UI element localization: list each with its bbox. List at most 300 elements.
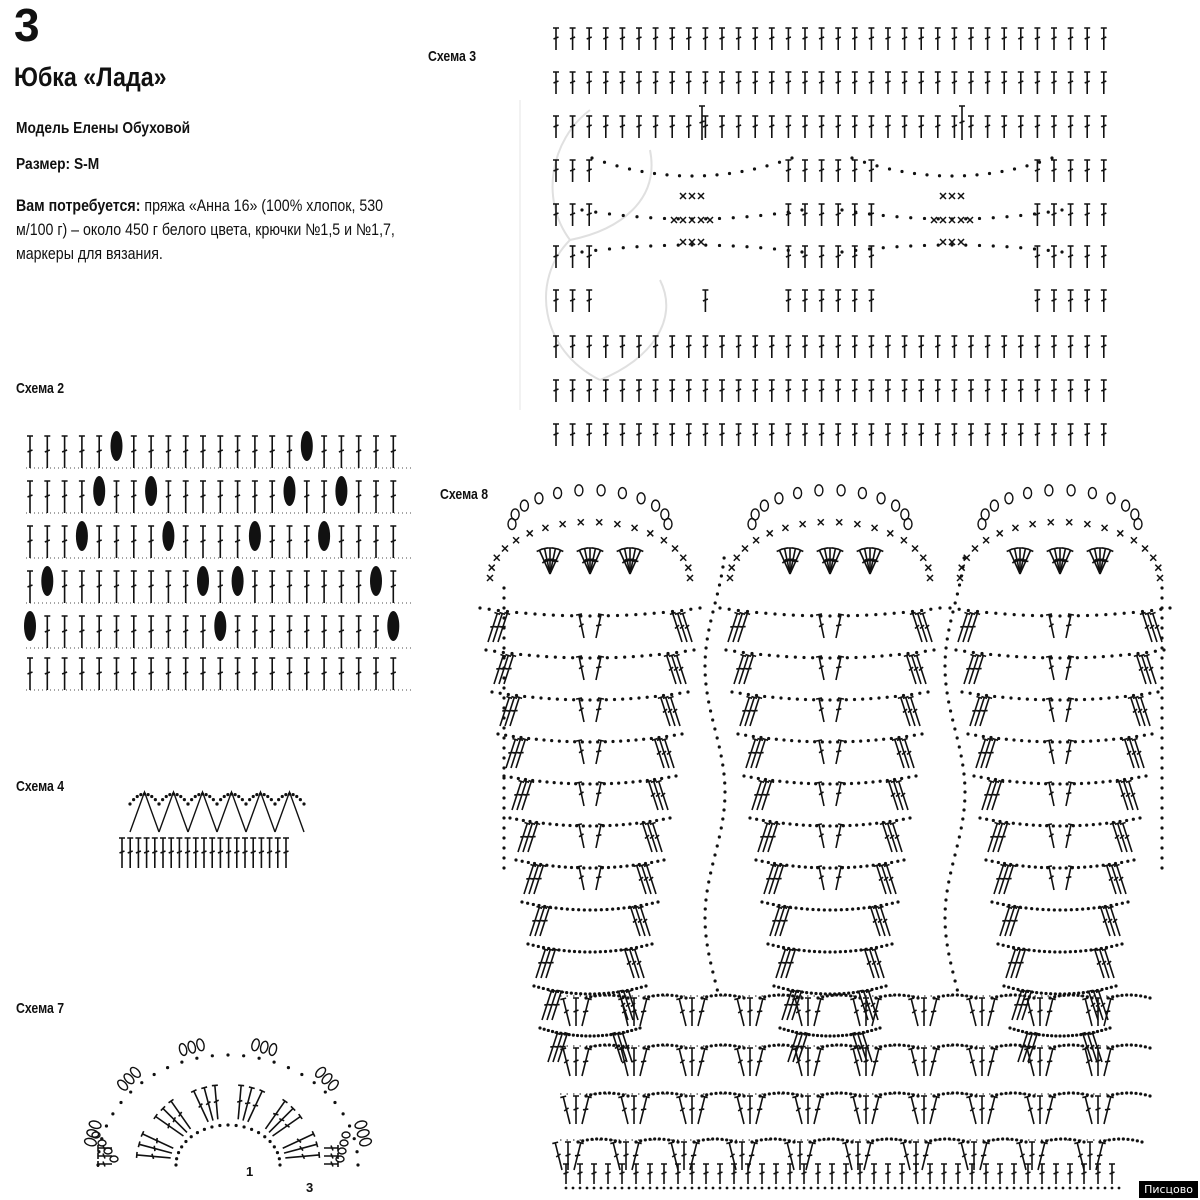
double-crochet-symbol bbox=[1101, 116, 1107, 138]
chain-symbol bbox=[663, 1187, 666, 1190]
chain-symbol bbox=[859, 1187, 862, 1190]
arch-stem bbox=[130, 792, 159, 832]
chain-symbol bbox=[724, 1091, 727, 1094]
chain-symbol bbox=[847, 992, 850, 995]
chain-symbol bbox=[1040, 1140, 1043, 1143]
chain-symbol bbox=[1023, 1044, 1026, 1047]
chain-symbol bbox=[626, 1046, 629, 1049]
picot-symbol bbox=[320, 1072, 333, 1085]
chain-symbol bbox=[1160, 766, 1163, 769]
chain-symbol bbox=[798, 865, 801, 868]
chain-symbol bbox=[502, 726, 505, 729]
double-crochet-symbol bbox=[983, 1164, 989, 1184]
double-crochet-symbol bbox=[356, 526, 362, 558]
chain-symbol bbox=[895, 819, 898, 822]
chain-symbol bbox=[773, 212, 776, 215]
double-crochet-symbol bbox=[835, 246, 841, 268]
chain-symbol bbox=[1090, 1187, 1093, 1190]
chain-symbol bbox=[704, 907, 707, 910]
double-crochet-symbol bbox=[373, 616, 379, 648]
chain-symbol bbox=[295, 795, 298, 798]
chain-symbol bbox=[1032, 1046, 1035, 1049]
double-crochet-symbol bbox=[816, 698, 827, 723]
chain-symbol bbox=[1007, 945, 1010, 948]
picot-symbol bbox=[1045, 485, 1053, 496]
chain-symbol bbox=[502, 706, 505, 709]
double-crochet-symbol bbox=[868, 28, 874, 50]
picot-symbol bbox=[637, 493, 645, 504]
chain-symbol bbox=[835, 824, 838, 827]
chain-symbol bbox=[791, 864, 794, 867]
double-crochet-symbol bbox=[703, 1164, 709, 1184]
chain-symbol bbox=[576, 1034, 579, 1037]
chain-symbol bbox=[1110, 945, 1113, 948]
chain-symbol bbox=[1089, 865, 1092, 868]
double-crochet-symbol bbox=[1101, 204, 1107, 226]
double-crochet-symbol bbox=[586, 72, 592, 94]
double-crochet-symbol bbox=[1053, 1164, 1059, 1184]
chain-symbol bbox=[893, 612, 896, 615]
chain-symbol bbox=[588, 698, 591, 701]
single-crochet-symbol bbox=[1155, 565, 1161, 571]
single-crochet-symbol bbox=[1131, 537, 1137, 543]
double-crochet-symbol bbox=[802, 424, 808, 446]
double-crochet-symbol bbox=[918, 28, 924, 50]
chain-symbol bbox=[619, 865, 622, 868]
chain-symbol bbox=[580, 250, 583, 253]
chain-symbol bbox=[1125, 1043, 1128, 1046]
double-crochet-symbol bbox=[769, 380, 775, 402]
chain-symbol bbox=[292, 793, 295, 796]
chain-symbol bbox=[885, 944, 888, 947]
chain-symbol bbox=[615, 824, 618, 827]
single-crochet-symbol bbox=[698, 193, 704, 199]
chain-symbol bbox=[810, 614, 813, 617]
double-crochet-symbol bbox=[131, 436, 137, 468]
double-crochet-symbol bbox=[1051, 336, 1057, 358]
double-crochet-symbol bbox=[1095, 1048, 1101, 1076]
chain-symbol bbox=[709, 961, 712, 964]
double-crochet-symbol bbox=[304, 481, 310, 513]
picot-symbol bbox=[110, 1156, 118, 1162]
double-crochet-symbol bbox=[1095, 1096, 1101, 1124]
chain-symbol bbox=[266, 795, 269, 798]
double-crochet-symbol bbox=[653, 424, 659, 446]
chain-symbol bbox=[623, 656, 626, 659]
picot-symbol bbox=[84, 1137, 97, 1147]
chain-symbol bbox=[603, 161, 606, 164]
chain-symbol bbox=[1050, 1138, 1053, 1141]
chain-symbol bbox=[565, 991, 568, 994]
single-crochet-symbol bbox=[513, 537, 519, 543]
chain-symbol bbox=[835, 993, 838, 996]
chain-symbol bbox=[963, 174, 966, 177]
double-crochet-symbol bbox=[815, 1164, 821, 1184]
chain-symbol bbox=[846, 656, 849, 659]
chain-symbol bbox=[875, 164, 878, 167]
double-crochet-symbol bbox=[114, 526, 120, 558]
double-crochet-symbol bbox=[324, 1145, 338, 1151]
chain-symbol bbox=[605, 908, 608, 911]
double-crochet-symbol bbox=[191, 1090, 211, 1123]
chain-symbol bbox=[1160, 866, 1163, 869]
double-crochet-symbol bbox=[1101, 424, 1107, 446]
chain-symbol bbox=[165, 795, 168, 798]
chain-symbol bbox=[515, 611, 518, 614]
double-crochet-symbol bbox=[287, 571, 293, 603]
chain-symbol bbox=[725, 1138, 728, 1141]
chain-symbol bbox=[1081, 1044, 1084, 1047]
chain-symbol bbox=[582, 824, 585, 827]
chain-symbol bbox=[998, 654, 1001, 657]
double-crochet-symbol bbox=[235, 658, 241, 690]
chain-symbol bbox=[951, 610, 954, 613]
chain-symbol bbox=[791, 1092, 794, 1095]
chain-symbol bbox=[1075, 698, 1078, 701]
double-crochet-symbol bbox=[985, 1096, 998, 1125]
double-crochet-symbol bbox=[593, 614, 604, 639]
double-crochet-symbol bbox=[338, 616, 344, 648]
double-crochet-symbol bbox=[899, 1164, 905, 1184]
chain-symbol bbox=[1030, 907, 1033, 910]
double-crochet-symbol bbox=[1046, 740, 1057, 765]
chain-symbol bbox=[617, 907, 620, 910]
chain-symbol bbox=[174, 1163, 177, 1166]
chain-symbol bbox=[857, 907, 860, 910]
chain-symbol bbox=[1110, 986, 1113, 989]
chain-symbol bbox=[1113, 612, 1116, 615]
chain-symbol bbox=[1048, 1094, 1051, 1097]
chain-symbol bbox=[640, 170, 643, 173]
chain-symbol bbox=[628, 167, 631, 170]
chain-symbol bbox=[792, 1140, 795, 1143]
chain-symbol bbox=[1018, 1092, 1021, 1095]
chain-symbol bbox=[1034, 866, 1037, 869]
chain-symbol bbox=[722, 556, 725, 559]
double-crochet-symbol bbox=[242, 838, 248, 868]
scheme-4-label: Схема 4 bbox=[16, 778, 65, 795]
chain-symbol bbox=[1018, 822, 1021, 825]
chain-symbol bbox=[1132, 858, 1135, 861]
chain-symbol bbox=[502, 856, 505, 859]
picot-symbol bbox=[98, 1140, 106, 1146]
chain-symbol bbox=[840, 208, 843, 211]
double-crochet-symbol bbox=[603, 336, 609, 358]
double-crochet-symbol bbox=[1001, 116, 1007, 138]
chain-symbol bbox=[724, 648, 727, 651]
chain-symbol bbox=[1130, 993, 1133, 996]
chain-symbol bbox=[816, 996, 819, 999]
double-crochet-symbol bbox=[868, 336, 874, 358]
chain-symbol bbox=[896, 860, 899, 863]
chain-symbol bbox=[660, 777, 663, 780]
double-crochet-symbol bbox=[283, 838, 289, 868]
double-crochet-symbol bbox=[324, 1161, 338, 1167]
double-crochet-symbol bbox=[62, 571, 68, 603]
picot-symbol bbox=[815, 485, 823, 496]
chain-symbol bbox=[656, 900, 659, 903]
chain-symbol bbox=[759, 653, 762, 656]
picot-symbol bbox=[338, 1148, 346, 1154]
double-crochet-symbol bbox=[979, 1048, 985, 1076]
single-crochet-symbol bbox=[958, 193, 964, 199]
double-crochet-symbol bbox=[618, 998, 631, 1027]
picot-symbol bbox=[877, 493, 885, 504]
chain-symbol bbox=[985, 611, 988, 614]
chain-symbol bbox=[932, 648, 935, 651]
double-crochet-symbol bbox=[576, 740, 587, 765]
double-crochet-symbol bbox=[752, 72, 758, 94]
chain-symbol bbox=[1108, 1138, 1111, 1141]
double-crochet-symbol bbox=[908, 1096, 921, 1125]
chain-symbol bbox=[584, 1094, 587, 1097]
chain-symbol bbox=[545, 780, 548, 783]
chain-symbol bbox=[1007, 986, 1010, 989]
double-crochet-symbol bbox=[918, 116, 924, 138]
double-crochet-symbol bbox=[1018, 336, 1024, 358]
chain-symbol bbox=[1102, 655, 1105, 658]
double-crochet-symbol bbox=[885, 1164, 891, 1184]
chain-symbol bbox=[882, 246, 885, 249]
double-crochet-symbol bbox=[885, 424, 891, 446]
double-crochet-symbol bbox=[304, 526, 310, 558]
chain-symbol bbox=[744, 734, 747, 737]
chain-symbol bbox=[962, 772, 965, 775]
chain-symbol bbox=[876, 1138, 879, 1141]
chain-symbol bbox=[573, 950, 576, 953]
chain-symbol bbox=[527, 861, 530, 864]
double-crochet-symbol bbox=[769, 72, 775, 94]
double-crochet-symbol bbox=[1063, 782, 1074, 807]
double-crochet-symbol bbox=[852, 116, 858, 138]
double-crochet-symbol bbox=[579, 998, 592, 1027]
chain-symbol bbox=[854, 249, 857, 252]
chain-symbol bbox=[502, 766, 505, 769]
chain-symbol bbox=[787, 249, 790, 252]
chain-symbol bbox=[589, 1045, 592, 1048]
picot-symbol bbox=[129, 1066, 142, 1079]
chain-symbol bbox=[1160, 666, 1163, 669]
chain-symbol bbox=[594, 249, 597, 252]
chain-symbol bbox=[1081, 740, 1084, 743]
double-crochet-symbol bbox=[959, 106, 965, 140]
picot-symbol bbox=[357, 1128, 370, 1138]
picot-symbol bbox=[858, 488, 866, 499]
chain-symbol bbox=[1125, 819, 1128, 822]
chain-symbol bbox=[635, 987, 638, 990]
chain-symbol bbox=[821, 1045, 824, 1048]
picot-symbol bbox=[904, 519, 912, 530]
chain-symbol bbox=[932, 1094, 935, 1097]
chain-symbol bbox=[750, 1140, 753, 1143]
double-crochet-symbol bbox=[79, 571, 85, 603]
chain-symbol bbox=[512, 735, 515, 738]
single-crochet-symbol bbox=[983, 537, 989, 543]
picot-symbol bbox=[775, 493, 783, 504]
double-crochet-symbol bbox=[183, 658, 189, 690]
chain-symbol bbox=[604, 740, 607, 743]
single-crochet-symbol bbox=[698, 239, 704, 245]
chain-symbol bbox=[572, 698, 575, 701]
chain-symbol bbox=[991, 860, 994, 863]
picot-symbol bbox=[892, 500, 900, 511]
single-crochet-symbol bbox=[972, 546, 978, 552]
chain-symbol bbox=[793, 781, 796, 784]
chain-symbol bbox=[157, 802, 160, 805]
chain-symbol bbox=[593, 1187, 596, 1190]
chain-symbol bbox=[1104, 738, 1107, 741]
chain-symbol bbox=[678, 174, 681, 177]
chain-symbol bbox=[490, 690, 493, 693]
chain-symbol bbox=[244, 802, 247, 805]
chain-symbol bbox=[1071, 1034, 1074, 1037]
chain-symbol bbox=[1145, 651, 1148, 654]
chain-symbol bbox=[978, 816, 981, 819]
chain-symbol bbox=[773, 612, 776, 615]
chain-symbol bbox=[502, 696, 505, 699]
chain-symbol bbox=[742, 996, 745, 999]
chain-symbol bbox=[663, 244, 666, 247]
chain-symbol bbox=[817, 908, 820, 911]
double-crochet-symbol bbox=[902, 72, 908, 94]
chain-symbol bbox=[1077, 866, 1080, 869]
single-crochet-symbol bbox=[958, 217, 964, 223]
double-crochet-symbol bbox=[852, 380, 858, 402]
double-crochet-symbol bbox=[935, 336, 941, 358]
chain-symbol bbox=[704, 244, 707, 247]
chain-symbol bbox=[642, 1094, 645, 1097]
chain-symbol bbox=[588, 656, 591, 659]
chain-symbol bbox=[742, 1094, 745, 1097]
double-crochet-symbol bbox=[619, 336, 625, 358]
picot-symbol bbox=[1067, 485, 1075, 496]
chain-symbol bbox=[1111, 1187, 1114, 1190]
chain-symbol bbox=[1120, 861, 1123, 864]
chain-symbol bbox=[571, 908, 574, 911]
double-crochet-symbol bbox=[833, 824, 844, 849]
chain-symbol bbox=[161, 798, 164, 801]
double-crochet-symbol bbox=[1084, 380, 1090, 402]
picot-symbol bbox=[178, 1043, 188, 1056]
chain-symbol bbox=[902, 611, 905, 614]
chain-symbol bbox=[874, 1028, 877, 1031]
chain-symbol bbox=[139, 793, 142, 796]
chain-symbol bbox=[716, 736, 719, 739]
chain-symbol bbox=[720, 826, 723, 829]
chain-symbol bbox=[1023, 994, 1026, 997]
chain-symbol bbox=[902, 858, 905, 861]
chain-symbol bbox=[754, 858, 757, 861]
double-crochet-symbol bbox=[553, 28, 559, 50]
chain-symbol bbox=[974, 1046, 977, 1049]
chain-symbol bbox=[638, 1026, 641, 1029]
chain-symbol bbox=[1115, 944, 1118, 947]
double-crochet-symbol bbox=[1043, 998, 1056, 1027]
chain-symbol bbox=[800, 1094, 803, 1097]
double-crochet-symbol bbox=[719, 116, 725, 138]
chain-symbol bbox=[628, 1187, 631, 1190]
chain-symbol bbox=[992, 1138, 995, 1141]
chain-symbol bbox=[792, 614, 795, 617]
chain-symbol bbox=[779, 696, 782, 699]
double-crochet-symbol bbox=[1068, 290, 1074, 312]
chain-symbol bbox=[782, 822, 785, 825]
chain-symbol bbox=[868, 212, 871, 215]
single-crochet-symbol bbox=[925, 565, 931, 571]
chain-symbol bbox=[1054, 1034, 1057, 1037]
double-crochet-symbol bbox=[1037, 1096, 1043, 1124]
chain-symbol bbox=[859, 740, 862, 743]
chain-symbol bbox=[578, 950, 581, 953]
chain-symbol bbox=[794, 906, 797, 909]
chain-symbol bbox=[1032, 824, 1035, 827]
double-crochet-symbol bbox=[1068, 204, 1074, 226]
chain-symbol bbox=[734, 1140, 737, 1143]
chain-symbol bbox=[647, 1045, 650, 1048]
chain-symbol bbox=[582, 866, 585, 869]
chain-symbol bbox=[661, 993, 664, 996]
double-crochet-symbol bbox=[245, 1090, 265, 1123]
chain-symbol bbox=[1100, 1029, 1103, 1032]
scheme-2-diagram bbox=[24, 424, 416, 686]
chain-symbol bbox=[111, 1112, 114, 1115]
double-crochet-symbol bbox=[686, 116, 692, 138]
chain-symbol bbox=[1120, 994, 1123, 997]
double-crochet-symbol bbox=[576, 866, 587, 891]
double-crochet-symbol bbox=[62, 526, 68, 558]
chain-symbol bbox=[300, 1073, 303, 1076]
double-crochet-symbol bbox=[27, 436, 33, 468]
double-crochet-symbol bbox=[753, 998, 766, 1027]
chain-symbol bbox=[484, 648, 487, 651]
double-crochet-symbol bbox=[835, 204, 841, 226]
chain-symbol bbox=[736, 732, 739, 735]
chain-symbol bbox=[119, 1101, 122, 1104]
double-crochet-symbol bbox=[1067, 1164, 1073, 1184]
chain-symbol bbox=[1084, 949, 1087, 952]
page-number: 3 bbox=[14, 0, 40, 51]
double-crochet-symbol bbox=[752, 380, 758, 402]
single-crochet-symbol bbox=[680, 193, 686, 199]
double-crochet-symbol bbox=[753, 1048, 766, 1077]
chain-symbol bbox=[502, 776, 505, 779]
scheme-2-label: Схема 2 bbox=[16, 380, 65, 397]
double-crochet-symbol bbox=[977, 1142, 990, 1171]
single-crochet-symbol bbox=[578, 519, 584, 525]
chain-symbol bbox=[840, 908, 843, 911]
chain-symbol bbox=[963, 650, 966, 653]
chain-symbol bbox=[488, 608, 491, 611]
chain-symbol bbox=[588, 740, 591, 743]
chain-symbol bbox=[831, 1187, 834, 1190]
chain-symbol bbox=[891, 902, 894, 905]
chain-symbol bbox=[348, 1124, 351, 1127]
chain-symbol bbox=[990, 996, 993, 999]
chain-symbol bbox=[1122, 1137, 1125, 1140]
double-crochet-symbol bbox=[1051, 204, 1057, 226]
double-crochet-symbol bbox=[1082, 1096, 1095, 1125]
double-crochet-symbol bbox=[1024, 1096, 1037, 1125]
double-crochet-symbol bbox=[759, 1164, 765, 1184]
chain-symbol bbox=[502, 626, 505, 629]
chain-symbol bbox=[515, 818, 518, 821]
double-crochet-symbol bbox=[935, 116, 941, 138]
double-crochet-symbol bbox=[921, 998, 927, 1026]
chain-symbol bbox=[1032, 1094, 1035, 1097]
chain-symbol bbox=[718, 244, 721, 247]
double-crochet-symbol bbox=[797, 1142, 803, 1170]
chain-symbol bbox=[270, 798, 273, 801]
